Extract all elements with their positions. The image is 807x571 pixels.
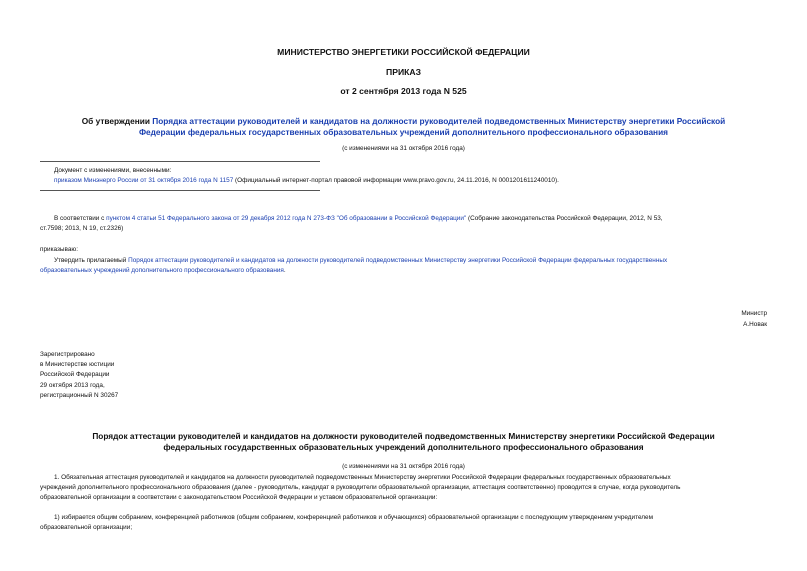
order-start: Утвердить прилагаемый [54, 257, 129, 264]
doc-type-heading: ПРИКАЗ [386, 67, 421, 77]
order-link-line2[interactable]: образовательных учреждений дополнительного профессионального образования [40, 267, 284, 274]
procedure-para2-line2: образовательной организации; [40, 524, 133, 531]
preamble-line2: ст.7598; 2013, N 19, ст.2326) [40, 225, 124, 232]
procedure-para1-line3: образовательной организации в соответствии с законодательством Российской Федерации и уставом образовательной организации: [40, 494, 438, 501]
registration-line-1: Зарегистрировано [40, 351, 95, 358]
order-label: приказываю: [40, 246, 78, 253]
title-link[interactable]: Порядка аттестации руководителей и кандидатов на должности руководителей подведомственных Министерству энергетики Российской [152, 116, 726, 126]
title-link-line2[interactable]: Федерации федеральных государственных образовательных учреждений дополнительного профессионального образования [138, 127, 669, 137]
changes-note: (с изменениями на 31 октября 2016 года) [342, 145, 465, 152]
registration-line-3: Российской Федерации [40, 371, 110, 378]
registration-line-5: регистрационный N 30267 [40, 392, 119, 399]
preamble-end: (Собрание законодательства Российской Федерации, 2012, N 53, [466, 215, 663, 222]
ministry-heading: МИНИСТЕРСТВО ЭНЕРГЕТИКИ РОССИЙСКОЙ ФЕДЕРАЦИИ [277, 47, 530, 57]
procedure-title-line1: Порядок аттестации руководителей и кандидатов на должности руководителей подведомственных Министерству энергетики Российской Федерации [92, 431, 715, 441]
registration-line-4: 29 октября 2013 года, [40, 382, 105, 389]
title-prefix: Об утверждении [81, 116, 153, 126]
order-end: . [283, 267, 286, 274]
revision-divider-bottom [40, 190, 320, 191]
revision-line [54, 176, 559, 186]
order-line1 [54, 256, 768, 266]
procedure-para2-line1: 1) избирается общим собранием, конференцией работников (общим собранием, конференцией работников и обучающихся) образовательной организации с последующим утверждением учредителем [54, 514, 653, 521]
signature-name: А.Новак [743, 321, 767, 328]
signature-title: Министр [741, 310, 767, 317]
order-link[interactable]: Порядок аттестации руководителей и кандидатов на должности руководителей подведомственных Министерству энергетики Российской Федерации федеральных государственных [128, 257, 668, 264]
date-number-heading: от 2 сентября 2013 года N 525 [340, 86, 467, 96]
registration-line-2: в Министерстве юстиции [40, 361, 115, 368]
revision-label: Документ с изменениями, внесенными: [54, 167, 172, 174]
preamble-link[interactable]: пунктом 4 статьи 51 Федерального закона от 29 декабря 2012 года N 273-ФЗ "Об образовании в Российской Федерации" [106, 215, 467, 222]
revision-divider-top [40, 161, 320, 162]
procedure-title-line2: федеральных государственных образовательных учреждений дополнительного профессионального образования [163, 442, 644, 452]
preamble-start: В соответствии с [54, 215, 107, 222]
revision-source: (Официальный интернет-портал правовой информации www.pravo.gov.ru, 24.11.2016, N 0001201611240010). [233, 177, 559, 184]
procedure-para1-line1: 1. Обязательная аттестация руководителей и кандидатов на должности руководителей подведомственных Министерству энергетики Российской Федерации федеральных государственных образовательных [54, 474, 671, 481]
procedure-para1-line2: учреждений дополнительного профессионального образования (далее - руководитель, кандидат в руководители образовательной организации, аттестация соответственно) проводится в случае, когда руководитель [40, 484, 681, 491]
procedure-changes-note: (с изменениями на 31 октября 2016 года) [342, 463, 465, 470]
procedure-title [40, 431, 767, 453]
revision-link[interactable]: приказом Минэнерго России от 31 октября 2016 года N 1157 [54, 177, 234, 184]
order-line2 [40, 266, 286, 276]
document-title [40, 116, 767, 138]
preamble-line1 [54, 214, 768, 224]
